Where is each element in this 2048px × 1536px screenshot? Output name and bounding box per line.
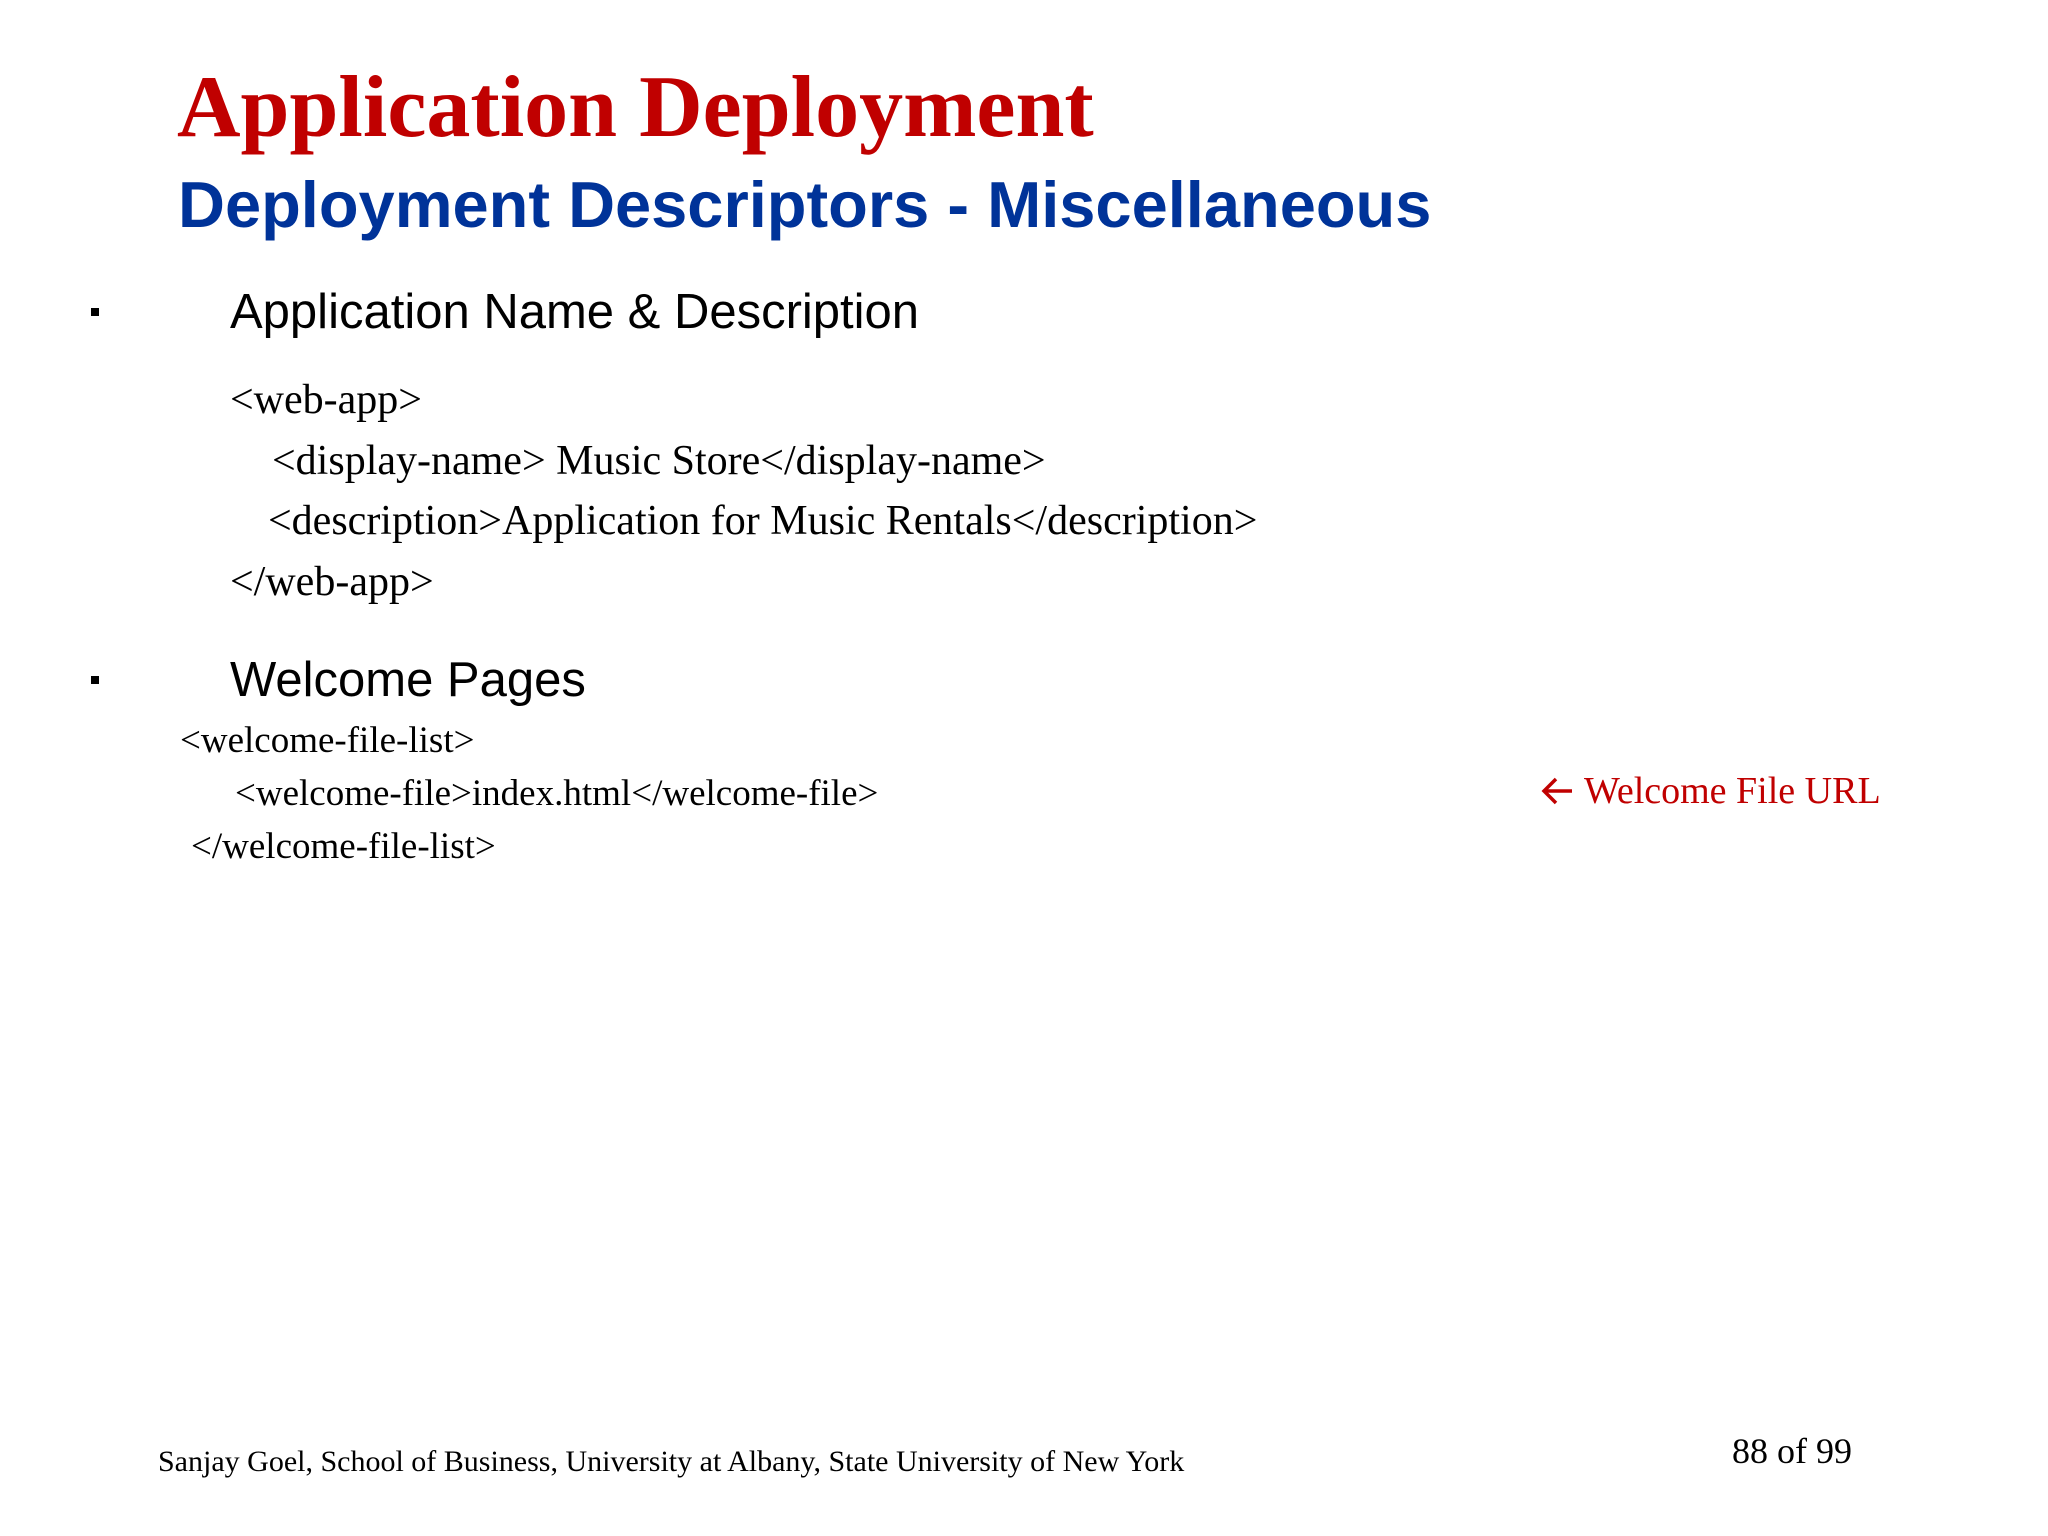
code-line: <welcome-file-list> (180, 720, 475, 761)
annotation-text: Welcome File URL (1584, 770, 1881, 812)
code-line: <web-app> (230, 377, 422, 423)
bullet-icon (91, 308, 99, 316)
arrow-left-icon (1540, 776, 1574, 806)
section-heading-welcome-pages: Welcome Pages (230, 653, 586, 707)
code-line: <description>Application for Music Rentals</description> (268, 498, 1258, 544)
slide-title: Application Deployment (177, 59, 1094, 156)
slide-subtitle: Deployment Descriptors - Miscellaneous (178, 168, 1432, 241)
welcome-file-annotation (1540, 768, 1881, 814)
code-line: </welcome-file-list> (191, 826, 496, 867)
section-heading-app-name: Application Name & Description (230, 285, 920, 339)
page-number: 88 of 99 (1732, 1431, 1852, 1471)
code-line: <display-name> Music Store</display-name> (272, 438, 1046, 484)
code-line: <welcome-file>index.html</welcome-file> (235, 773, 879, 814)
code-line: </web-app> (230, 559, 434, 605)
bullet-icon (91, 676, 99, 684)
footer-credit: Sanjay Goel, School of Business, University at Albany, State University of New York (158, 1445, 1185, 1478)
